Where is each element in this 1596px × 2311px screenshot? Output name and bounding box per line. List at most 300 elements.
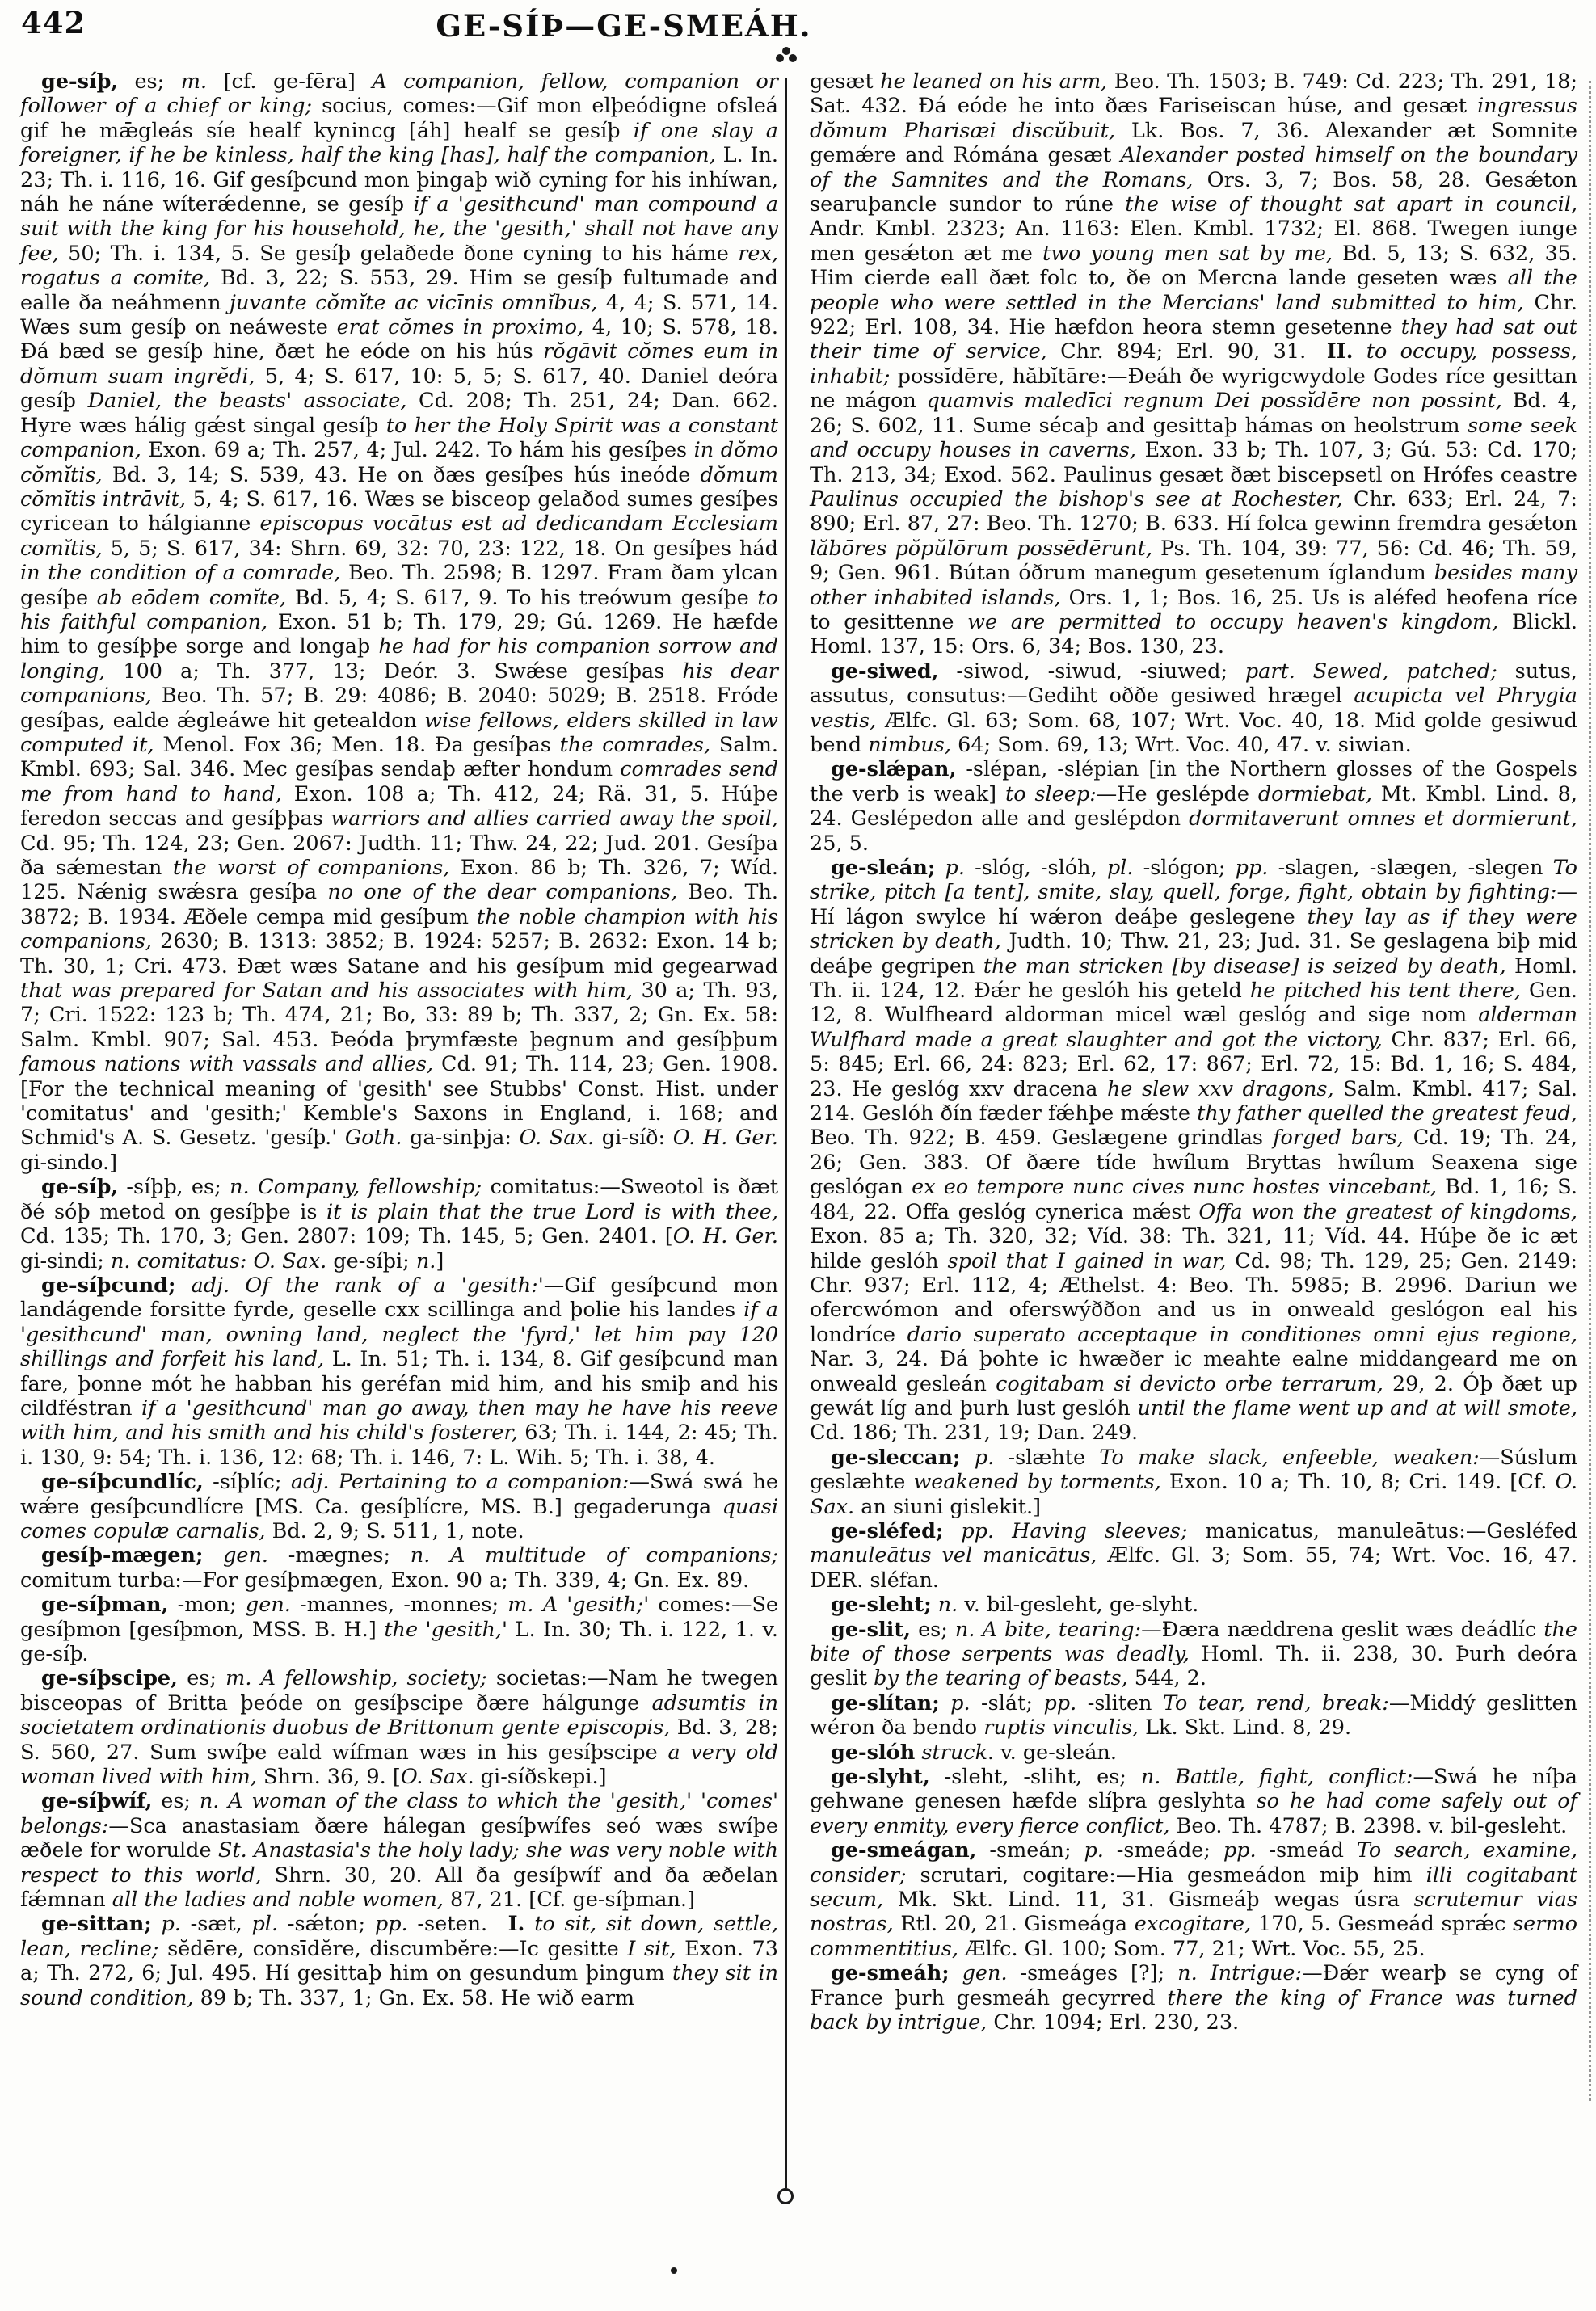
entry-text xyxy=(524,1912,534,1936)
entry-text: Shrn. 36, 9. [ xyxy=(256,1765,401,1790)
entry-text: Exon. 73 a; Th. 272, 6; Jul. 495. Hí gesittaþ him on gesundum þingum xyxy=(20,1936,779,1986)
dictionary-entry xyxy=(810,1446,1577,1519)
entry-text: Menol. Fox 36; Men. 18. Ða gesíþas xyxy=(154,732,560,757)
entry-text: 100 a; Th. 377, 13; Deór. 3. Swǽse gesíþas xyxy=(105,659,683,684)
entry-text: there the king of France was turned back by intrigue, xyxy=(810,1985,1577,2035)
entry-headword: ge-sleht; xyxy=(831,1593,932,1618)
entry-text: v. bil-gesleht, ge-slyht. xyxy=(958,1593,1199,1618)
entry-text: Beo. Th. 1503; B. 749: Cd. 223; Th. 291, 18; Sat. 432. Ðá eóde he into ðæs Fariseiscan húse, and gesæt xyxy=(810,69,1578,119)
entry-text: juvante cŏmĭte ac vicīnis omnĭbus, xyxy=(230,290,598,315)
entry-text: Cd. 186; Th. 231, 19; Dan. 249. xyxy=(810,1421,1139,1446)
entry-text: the noble champion with his companions, xyxy=(20,904,778,954)
entry-headword: ge-slóh xyxy=(831,1740,916,1765)
entry-text: Rtl. 20, 21. Gismeága xyxy=(893,1912,1135,1937)
entry-text: Ælfc. Gl. 100; Som. 77, 21; Wrt. Voc. 55, 25. xyxy=(958,1936,1425,1961)
entry-text: p. xyxy=(161,1912,181,1937)
entry-text xyxy=(943,1519,961,1543)
entry-text: -sǽton; xyxy=(278,1912,375,1937)
entry-text: by the tearing of beasts, xyxy=(874,1666,1128,1691)
entry-text: to sleep: xyxy=(1004,781,1097,806)
entry-text: struck. xyxy=(921,1740,995,1765)
entry-text: 4, 4; S. 571, 14. Wæs sum gesíþ on neáweste xyxy=(20,290,778,340)
entry-text: Alexander posted himself on the boundary of the Samnites and the Romans, xyxy=(810,143,1577,192)
entry-text: p. xyxy=(1084,1838,1104,1863)
entry-text: Paulinus occupied the bishop's see at Rochester, xyxy=(810,486,1343,511)
entry-text: —Ðǽr wearþ se cyng of France þurh gesmeáh gecyrred xyxy=(810,1961,1578,2010)
entry-text: Goth. xyxy=(344,1126,402,1151)
entry-text: Exon. 69 a; Th. 257, 4; Jul. 242. To hám his gesíþes xyxy=(141,438,694,463)
scan-edge-artifact xyxy=(1589,81,1591,2101)
entry-text: they sit in sound condition, xyxy=(20,1961,778,2010)
entry-text: quamvis maledīci regnum Dei possĭdēre non possint, xyxy=(926,389,1502,414)
entry-text: scrutari, cogitare:—Hia gesmeádon miþ him xyxy=(906,1863,1426,1888)
entry-text: his dear companions, xyxy=(20,659,778,709)
entry-text: if a 'gesithcund' man, owning land, neglect the 'fyrd,' let him pay 120 shillings and forfeit his land, xyxy=(20,1298,778,1372)
entry-text: they had sat out their time of service, xyxy=(810,315,1577,364)
entry-headword: ge-síþscipe, xyxy=(41,1666,179,1691)
dictionary-entry xyxy=(20,1273,778,1470)
entry-text: —Sca anastasiam ðære hálegan gesíþwífes seó wæs swíþe æðele for worulde xyxy=(20,1813,778,1863)
entry-text: —Súslum geslæhte xyxy=(810,1445,1578,1495)
entry-text: —Ðæra næddrena geslit wæs deádlíc xyxy=(1141,1617,1544,1642)
entry-text: Bd. 4, 26; S. 602, 11. Sume sécaþ and gesittaþ hámas on heolstrum xyxy=(810,389,1577,438)
entry-text: Bd. 3, 14; S. 539, 43. He on ðæs gesíþes hús ineóde xyxy=(102,462,701,487)
entry-text: ga-sinþja: xyxy=(402,1126,520,1151)
entry-text: Ps. Th. 104, 39: 77, 56: Cd. 46; Th. 59, 9; Gen. 961. Bútan óðrum manegum gesetenum íglandum xyxy=(810,536,1578,586)
entry-text: two young men sat by me, xyxy=(1042,241,1333,266)
entry-text: gen. xyxy=(962,1961,1008,1986)
entry-text: gesæt xyxy=(810,69,881,94)
entry-text: pl. xyxy=(251,1912,279,1937)
entry-text: n. comitatus: xyxy=(110,1248,247,1273)
entry-text: Beo. Th. 2598; B. 1297. Fram ðam ylcan gesíþe xyxy=(20,561,778,610)
entry-text xyxy=(203,1543,223,1568)
entry-text: 4, 10; S. 578, 18. Ðá bæd se gesíþ hine, ðæt he eóde on his hús xyxy=(20,315,778,364)
entry-text: Cd. 135; Th. 170, 3; Gen. 2807: 109; Th. 145, 5; Gen. 2401. [ xyxy=(20,1224,673,1249)
entry-text: Judth. 10; Thw. 21, 23; Jud. 31. Se geslagena biþ mid deáþe gegripen xyxy=(810,929,1577,979)
dictionary-entry xyxy=(810,1961,1577,2035)
entry-text: it is plain that the true Lord is with thee, xyxy=(326,1199,778,1224)
entry-text: episcopus vocātus est ad dedicandam Ecclesiam comĭtis, xyxy=(20,511,778,561)
divider-trefoil-ornament-icon xyxy=(775,47,798,71)
entry-headword: ge-síþ, xyxy=(41,69,118,94)
entry-text: Mt. Kmbl. Lind. 8, 24. Geslépedon alle and geslépdon xyxy=(810,781,1578,831)
entry-text: es; xyxy=(117,69,181,94)
entry-text: Shrn. 30, 20. All ða gesíþwíf and ða æðelan fǽmnan xyxy=(20,1863,778,1913)
entry-text: St. Anastasia's the holy lady; she was very noble with respect to this world, xyxy=(20,1838,778,1888)
entry-text: es; xyxy=(911,1617,955,1642)
entry-text: Andr. Kmbl. 2323; An. 1163: Elen. Kmbl. 1732; El. 868. Twegen iunge men gesǽton æt me xyxy=(810,217,1577,266)
entry-text: ingressus dŏmum Pharisæi discŭbuit, xyxy=(810,94,1577,143)
entry-text: adsumtis in societatem ordinationis duobus de Brittonum gente episcopis, xyxy=(20,1690,779,1741)
entry-text: Salm. Kmbl. 417; Sal. 214. Geslóh ðín fæder fǽhþe mǽste xyxy=(810,1076,1577,1126)
entry-text: m. A 'gesith;' xyxy=(507,1593,650,1618)
dictionary-entry xyxy=(20,1912,778,2010)
entry-text: all the ladies and noble women, xyxy=(112,1888,444,1913)
entry-text: gen. xyxy=(223,1543,269,1568)
entry-text: Chr. 1094; Erl. 230, 23. xyxy=(987,2010,1240,2035)
entry-text: gi-síðskepi.] xyxy=(474,1765,607,1790)
entry-text: L. In. 51; Th. i. 134, 8. Gif gesíþcund man fare, þonne mót he habban his geréfan mid him, and his smiþ and his cildféstran xyxy=(20,1347,779,1421)
dictionary-entry xyxy=(810,757,1577,856)
entry-headword: ge-siwed, xyxy=(831,659,939,684)
entry-headword: ge-smeágan, xyxy=(831,1838,977,1863)
entry-text: quasi comes copulæ carnalis, xyxy=(20,1494,778,1543)
entry-text xyxy=(950,1961,962,1985)
entry-text: O. H. Ger. xyxy=(672,1126,778,1151)
entry-text: Bd. 2, 9; S. 511, 1, note. xyxy=(265,1518,524,1543)
entry-text: Homl. Th. ii. 124, 12. Ðǽr he geslóh his geteld xyxy=(810,953,1577,1004)
entry-text: O. Sax. xyxy=(810,1470,1577,1519)
entry-text: —Hí lágon swylce hí wǽron deáþe geslegene xyxy=(810,880,1577,929)
entry-headword: ge-síþwíf, xyxy=(41,1789,153,1814)
entry-text: Ors. 1, 1; Bos. 16, 25. Us is aléfed heofena ríce to gesittenne xyxy=(810,585,1577,634)
entry-text: A companion, fellow, companion or follower of a chief or king; xyxy=(20,69,778,119)
entry-text: if one slay a foreigner, if he be kinless, half the king [has], half the companion, xyxy=(20,118,778,168)
column-divider-rule xyxy=(785,78,787,2188)
entry-text: -slagen, -slægen, -slegen xyxy=(1268,856,1553,880)
dictionary-entry xyxy=(20,69,778,1175)
entry-text: they lay as if they were stricken by death, xyxy=(810,904,1577,954)
entry-text: Beo. Th. 3872; B. 1934. Æðele cempa mid gesíþum xyxy=(20,880,778,929)
entry-text: Exon. 86 b; Th. 326, 7; Wíd. 125. Nǽnig swǽsra gesíþa xyxy=(20,856,778,905)
entry-text: Exon. 85 a; Th. 320, 32; Víd. 38: Th. 321, 11; Víd. 44. Húþe ðe ic æt hilde geslóh xyxy=(810,1224,1577,1273)
entry-text: alderman Wulfhard made a great slaughter and got the victory, xyxy=(810,1003,1577,1052)
entry-text: socius, comes:—Gif mon elþeódigne ofsleá gif he mǣgleás síe healf kynincg [áh] healf se gesíþ xyxy=(20,94,778,143)
entry-text: n. Intrigue: xyxy=(1177,1961,1303,1986)
entry-text: societas:—Nam he twegen bisceopas of Britta þeóde on gesíþscipe ðære hálgunge xyxy=(20,1666,779,1715)
entry-text: gi-sindi; xyxy=(20,1248,111,1273)
entry-headword: ge-slyht, xyxy=(831,1765,930,1790)
entry-text: to occupy, possess, inhabit; xyxy=(810,339,1577,389)
entry-text: Exon. 51 b; Th. 179, 29; Gú. 1269. He hæfde him to gesíþþe sorge and longaþ xyxy=(20,609,779,659)
entry-text: the man stricken [by disease] is seized by death, xyxy=(983,953,1506,979)
entry-text: he leaned on his arm, xyxy=(880,69,1108,94)
entry-text xyxy=(1353,339,1366,364)
entry-text: gen. xyxy=(245,1593,291,1618)
entry-text: -seten. xyxy=(407,1912,508,1937)
entry-text: wise fellows, elders skilled in law computed it, xyxy=(20,708,778,757)
entry-text: Chr. 894; Erl. 90, 31. xyxy=(1046,339,1327,364)
entry-text: warriors and allies carried away the spoil, xyxy=(331,806,779,831)
entry-text: dormitaverunt omnes et dormierunt, xyxy=(1189,806,1577,831)
entry-text: O. Sax. xyxy=(519,1126,595,1151)
entry-text: —Swá swá he wǽre gesíþcundlícre [MS. Ca. gesíþlícre, MS. B.] gegaderunga xyxy=(20,1470,778,1519)
entry-text: in dŏmo cŏmĭtis, xyxy=(20,438,778,487)
entry-text: 544, 2. xyxy=(1127,1666,1206,1691)
entry-text xyxy=(960,1446,974,1470)
entry-text: -smeád xyxy=(1256,1838,1357,1863)
entry-text: Exon. 10 a; Th. 10, 8; Cri. 149. [Cf. xyxy=(1160,1470,1556,1495)
entry-text: excogitare, xyxy=(1134,1912,1252,1937)
entry-text: -síþlíc; xyxy=(203,1470,291,1495)
entry-text: To tear, rend, break: xyxy=(1162,1690,1389,1715)
entry-text: illi cogitabant secum, xyxy=(810,1863,1577,1913)
entry-text: a very old woman lived with him, xyxy=(20,1740,778,1790)
entry-text: we are permitted to occupy heaven's kingdom, xyxy=(967,609,1499,634)
entry-text: he had for his companion sorrow and longing, xyxy=(20,634,778,684)
entry-text: adj. Pertaining to a companion: xyxy=(290,1470,630,1495)
entry-text: L. In. 30; Th. i. 122, 1. v. ge-síþ. xyxy=(20,1617,778,1666)
entry-headword: ge-síþcund; xyxy=(41,1273,176,1298)
entry-text: the worst of companions, xyxy=(172,856,450,880)
entry-text: To make slack, enfeeble, weaken: xyxy=(1099,1445,1480,1470)
entry-text: nimbus, xyxy=(868,732,951,757)
entry-text: gi-síð: xyxy=(594,1126,673,1151)
entry-text: lăbōres pŏpŭlōrum possēdērunt, xyxy=(810,536,1152,561)
entry-text: Offa won the greatest of kingdoms, xyxy=(1198,1199,1577,1224)
entry-text: -síþþ, es; xyxy=(117,1175,230,1200)
dictionary-entry xyxy=(20,1175,778,1273)
dictionary-entry xyxy=(20,1470,778,1543)
entry-text: an siuni gislekit.] xyxy=(854,1494,1042,1519)
entry-text: Cd. 208; Th. 251, 24; Dan. 662. Hyre wæs hálig gǽst singal gesíþ xyxy=(20,389,778,438)
entry-text: -slépan, -slépian [in the Northern glosses of the Gospels the verb is weak] xyxy=(810,757,1577,806)
entry-text: Lk. Bos. 7, 36. Alexander æt Somnite gemǽre and Rómána gesæt xyxy=(810,118,1577,168)
dictionary-entry xyxy=(20,1543,778,1593)
entry-headword: ge-síþcundlíc, xyxy=(41,1470,204,1495)
entry-text: L. In. 23; Th. i. 116, 16. Gif gesíþcund mon þingaþ wið cyning for his inhíwan, náh he náne wíterǽdenne, se gesíþ xyxy=(20,143,778,217)
entry-text: m. A fellowship, society; xyxy=(225,1666,487,1691)
entry-text: 170, 5. Gesmeád sprǽc xyxy=(1251,1912,1514,1937)
entry-text: Bd. 3, 28; S. 560, 27. Sum swíþe eald wífman wæs in his gesíþscipe xyxy=(20,1715,778,1765)
entry-text: 5, 4; S. 617, 10: 5, 5; S. 617, 40. Daniel deóra gesíþ xyxy=(20,364,778,414)
entry-text: 50; Th. i. 134, 5. Se gesíþ gelaðede ðone cyning to his háme xyxy=(58,241,739,266)
entry-text: pp. xyxy=(1235,856,1269,880)
entry-text: n. xyxy=(937,1593,958,1618)
entry-text: erat cŏmes in proximo, xyxy=(336,315,584,340)
entry-text: p. xyxy=(945,856,965,880)
entry-text: Bd. 3, 22; S. 553, 29. Him se gesíþ fultumade and ealle ða neáhmenn xyxy=(20,266,778,315)
entry-headword: gesíþ-mægen; xyxy=(41,1543,204,1568)
entry-text: ab eōdem comĭte, xyxy=(96,585,287,610)
entry-text: part. Sewed, patched; xyxy=(1244,659,1497,684)
entry-text: comrades send me from hand to hand, xyxy=(20,757,778,806)
entry-text: 64; Som. 69, 13; Wrt. Voc. 40, 47. v. siwian. xyxy=(950,732,1412,757)
entry-text: Mk. Skt. Lind. 11, 31. Gismeáþ wegas úsra xyxy=(883,1888,1414,1913)
entry-text: O. H. Ger. xyxy=(672,1224,779,1249)
entry-text: pp. Having sleeves; xyxy=(961,1518,1188,1543)
entry-headword: I. xyxy=(507,1912,525,1937)
divider-ring-ornament-icon xyxy=(777,2188,794,2204)
entry-text: gi-sindo.] xyxy=(20,1150,118,1175)
entry-text: -smeáde; xyxy=(1103,1838,1223,1863)
entry-text: -mannes, -monnes; xyxy=(290,1593,508,1618)
entry-text: ruptis vinculis, xyxy=(983,1715,1139,1741)
entry-text: dario superato acceptaque in conditiones omni ejus regione, xyxy=(907,1322,1577,1347)
entry-text: the comrades, xyxy=(559,732,711,757)
dictionary-entry xyxy=(810,856,1577,1446)
entry-text: -slóg, -slóh, xyxy=(964,856,1107,880)
entry-text: -slæhte xyxy=(994,1445,1100,1470)
entry-text: pp. xyxy=(1223,1838,1257,1863)
entry-text: m. xyxy=(180,69,208,94)
entry-text: Bd. 5, 13; S. 632, 35. Him cierde eall ðæt folc to, ðe on Mercna lande geseten wæs xyxy=(810,241,1577,291)
entry-headword: II. xyxy=(1326,339,1354,364)
entry-text: -sliten xyxy=(1076,1690,1163,1715)
entry-text: n. Battle, fight, conflict: xyxy=(1140,1765,1413,1790)
running-head: GE-SÍÞ—GE-SMEÁH. xyxy=(436,8,812,44)
entry-text: famous nations with vassals and allies, xyxy=(20,1052,434,1077)
entry-text: Ors. 3, 7; Bos. 58, 28. Gesǽton searuþancle sundor to rúne xyxy=(810,167,1577,217)
entry-text: Lk. Skt. Lind. 8, 29. xyxy=(1139,1715,1352,1741)
entry-text xyxy=(152,1912,162,1936)
entry-text: if a 'gesithcund' man go away, then may he have his reeve with him, and his smith and his child's fosterer, xyxy=(20,1395,778,1446)
entry-headword: ge-síþman, xyxy=(41,1593,169,1618)
entry-text: spoil that I gained in war, xyxy=(947,1248,1227,1273)
entry-text: -smeáges [?]; xyxy=(1007,1961,1178,1986)
entry-text: rŏgāvit cŏmes eum in dŏmum suam ingrĕdi, xyxy=(20,339,778,389)
entry-text: n. A bite, tearing: xyxy=(954,1617,1142,1642)
page-number: 442 xyxy=(21,5,86,40)
entry-text xyxy=(932,1593,938,1617)
entry-text: ex eo tempore nunc cives nunc hostes vincebant, xyxy=(912,1175,1437,1200)
entry-text: acupicta vel Phrygia vestis, xyxy=(810,684,1577,733)
dictionary-entry xyxy=(810,1593,1577,1617)
entry-headword: ge-slit, xyxy=(831,1617,912,1642)
entry-text: scrutemur vias nostras, xyxy=(810,1888,1577,1937)
entry-text xyxy=(175,1273,191,1298)
entry-text: to sit, sit down, settle, lean, recline; xyxy=(20,1912,778,1961)
entry-text: in the condition of a comrade, xyxy=(20,561,341,586)
entry-text: pp. xyxy=(374,1912,408,1937)
entry-text: he pitched his tent there, xyxy=(1249,979,1521,1004)
entry-text: es; xyxy=(178,1666,226,1691)
dictionary-entry xyxy=(810,1618,1577,1691)
entry-text: 2630; B. 1313: 3852; B. 1924: 5257; B. 2632: Exon. 14 b; Th. 30, 1; Cri. 473. Ðæt wæs Satane and his gesíþum mid gegearwad xyxy=(20,929,778,979)
entry-text: To search, examine, consider; xyxy=(810,1838,1578,1888)
entry-text: sutus, assutus, consutus:—Gediht oððe gesiwed hrægel xyxy=(810,659,1578,709)
entry-text: O. Sax. xyxy=(253,1248,327,1273)
entry-text: the bite of those serpents was deadly, xyxy=(810,1617,1577,1666)
column-left xyxy=(20,69,778,2010)
entry-text: Chr. 633; Erl. 24, 7: 890; Erl. 87, 27: Beo. Th. 1270; B. 633. Hí folca gewinn fremdra gesǽton xyxy=(810,486,1577,537)
dictionary-entry xyxy=(810,659,1577,758)
entry-text: manuleātus vel manicātus, xyxy=(810,1543,1097,1568)
entry-text: Beo. Th. 57; B. 29: 4086; B. 2040: 5029; B. 2518. Fróde gesíþas, ealde ǽgleáwe hit getealdon xyxy=(20,684,778,733)
dictionary-entry xyxy=(810,1838,1577,1961)
entry-text: Cd. 91; Th. 114, 23; Gen. 1908. [For the technical meaning of 'gesith' see Stubbs' Const. Hist. under 'comitatus' and 'gesith;' Kemble's Saxons in England, i. 168; and Schmid's A. S. Gesetz. 'gesíþ.' xyxy=(20,1052,778,1151)
entry-text: to his faithful companion, xyxy=(20,585,778,634)
entry-text: -mægnes; xyxy=(268,1543,411,1568)
entry-text: he slew xxv dragons, xyxy=(1106,1076,1334,1101)
entry-text: Ælfc. Gl. 63; Som. 68, 107; Wrt. Voc. 40, 18. Mid golde gesiwud bend xyxy=(810,708,1577,757)
entry-text: dormiebat, xyxy=(1257,781,1373,806)
entry-headword: ge-sittan; xyxy=(41,1912,152,1937)
entry-text: Daniel, the beasts' associate, xyxy=(87,389,407,414)
entry-text: -sleht, -sliht, es; xyxy=(929,1765,1141,1790)
entry-text: 5, 4; S. 617, 16. Wæs se bisceop gelaðod sumes gesíþes cyricean to hálgianne xyxy=(20,486,779,537)
entry-text: Homl. Th. ii. 238, 30. Þurh deóra geslit xyxy=(810,1642,1578,1691)
entry-text: n. xyxy=(415,1248,436,1273)
entry-text: To strike, pitch [a tent], smite, slay, quell, forge, fight, obtain by fighting: xyxy=(810,856,1577,905)
entry-text: comitatus:—Sweotol is ðæt ðé sóþ metod on gesíþþe is xyxy=(20,1175,779,1224)
entry-text: dŏmum cŏmĭtis intrāvit, xyxy=(20,462,778,511)
entry-text: rex, rogatus a comite, xyxy=(20,241,778,291)
entry-text: Beo. Th. 922; B. 459. Geslægene grindlas xyxy=(810,1126,1274,1151)
entry-text: the 'gesith,' xyxy=(384,1617,508,1642)
entry-text: ge-síþi; xyxy=(326,1248,416,1273)
entry-text: p. xyxy=(950,1690,971,1715)
entry-text: O. Sax. xyxy=(400,1765,474,1790)
entry-text: besides many other inhabited islands, xyxy=(810,561,1577,610)
entry-text: 29, 2. Óþ ðæt up gewát líg and þurh lust geslóh xyxy=(810,1371,1577,1421)
dictionary-entry xyxy=(20,1593,778,1666)
entry-text: Beo. Th. 4787; B. 2398. v. bil-gesleht. xyxy=(1169,1813,1568,1838)
entry-headword: ge-slítan; xyxy=(831,1690,940,1715)
entry-text: I sit, xyxy=(627,1936,676,1961)
entry-headword: ge-síþ, xyxy=(41,1175,118,1200)
entry-text: Bd. 5, 4; S. 617, 9. To his treówum gesíþe xyxy=(286,585,758,610)
entry-headword: ge-sleán; xyxy=(831,856,936,880)
entry-text: pp. xyxy=(1043,1690,1077,1715)
entry-text xyxy=(940,1691,951,1715)
entry-text: -slógon; xyxy=(1133,856,1236,880)
dictionary-entry xyxy=(20,1789,778,1912)
entry-text: [cf. ge-fēra] xyxy=(207,69,373,94)
entry-text: possĭdēre, hăbĭtāre:—Ðeáh ðe wyrigcwydole Godes ríce gesittan ne mágon xyxy=(810,364,1577,414)
entry-text: thy father quelled the greatest feud, xyxy=(1197,1101,1577,1126)
entry-text: cogitabam si devicto orbe terrarum, xyxy=(996,1371,1383,1396)
entry-text: p. xyxy=(974,1445,995,1470)
entry-text: 89 b; Th. 337, 1; Gn. Ex. 58. He wið earm xyxy=(193,1985,635,2010)
entry-text: so he had come safely out of every enmity, every fierce conflict, xyxy=(810,1789,1577,1838)
entry-text: Blickl. Homl. 137, 15: Ors. 6, 34; Bos. 130, 23. xyxy=(810,609,1577,659)
dictionary-entry xyxy=(810,1765,1577,1838)
entry-text: —Middý geslitten wéron ða bendo xyxy=(810,1690,1577,1741)
dictionary-entry xyxy=(810,69,1577,659)
entry-text: —Gif gesíþcund mon landágende forsitte fyrde, geselle cxx scillinga and þolie his landes xyxy=(20,1273,778,1323)
entry-text: Cd. 95; Th. 124, 23; Gen. 2067: Judth. 11; Thw. 24, 22; Jud. 201. Gesíþa ða sǽmestan xyxy=(20,831,778,880)
entry-text: Nar. 3, 24. Ðá þohte ic hwæðer ic meahte ealne middangeard me on onweald gesleán xyxy=(810,1347,1577,1396)
entry-text: -siwod, -siwud, -siuwed; xyxy=(938,659,1245,684)
entry-text: until the flame went up and at will smote, xyxy=(1137,1395,1577,1421)
entry-text: 30 a; Th. 93, 7; Cri. 1522: 123 b; Th. 474, 21; Bo, 33: 89 b; Th. 337, 2; Gn. Ex. 58: Salm. Kmbl. 907; Sal. 453. Þeóda þrymfæste þegnum and gesíþþum xyxy=(20,979,778,1052)
entry-text: —He geslépde xyxy=(1096,781,1258,806)
entry-headword: ge-sléfed; xyxy=(831,1518,944,1543)
entry-text: sermo commentitius, xyxy=(810,1912,1577,1961)
entry-text: -sæt, xyxy=(180,1912,252,1937)
entry-headword: ge-slǽpan, xyxy=(831,757,957,782)
footer-dot-mark xyxy=(671,2267,677,2274)
entry-text: n. Company, fellowship; xyxy=(230,1175,482,1200)
entry-text: if a 'gesithcund' man compound a suit with the king for his household, he, the 'gesith,' shall not have any fee, xyxy=(20,192,778,266)
entry-text: ] xyxy=(436,1248,444,1273)
entry-text: Bd. 1, 16; S. 484, 22. Offa geslóg cynerica mǽst xyxy=(810,1175,1577,1224)
entry-text: to her the Holy Spirit was a constant companion, xyxy=(20,413,778,463)
dictionary-entry xyxy=(810,1691,1577,1741)
entry-text: v. ge-sleán. xyxy=(994,1740,1117,1765)
entry-text: that was prepared for Satan and his associates with him, xyxy=(20,979,634,1004)
entry-text: -mon; xyxy=(168,1593,246,1618)
entry-text: Ælfc. Gl. 3; Som. 55, 74; Wrt. Voc. 16, 47. DER. sléfan. xyxy=(810,1543,1577,1593)
entry-text: 63; Th. i. 144, 2: 45; Th. i. 130, 9: 54; Th. i. 136, 12: 68; Th. i. 146, 7: L. Wih. 5; Th. i. 38, 4. xyxy=(20,1421,779,1470)
entry-text: -smeán; xyxy=(976,1838,1084,1863)
entry-text: Exon. 108 a; Th. 412, 24; Rä. 31, 5. Húþe feredon seccas and gesíþþas xyxy=(20,781,778,831)
entry-text: Cd. 98; Th. 129, 25; Gen. 2149: Chr. 937; Erl. 112, 4; Æthelst. 4: Beo. Th. 5985; B. 2996. Dariun we ofercwómon and oferswýððon and us in onweald geslógon eal his londríce xyxy=(810,1248,1577,1347)
dictionary-entry xyxy=(810,1741,1577,1765)
entry-headword: ge-sleccan; xyxy=(831,1445,961,1470)
entry-text: —Swá he níþa gehwane genesen hæfde slíþra geslyhta xyxy=(810,1765,1577,1814)
entry-text: Cd. 19; Th. 24, 26; Gen. 383. Of ðære tíde hwílum Bryttas hwílum Seaxena sige geslógan xyxy=(810,1126,1578,1200)
entry-text: forged bars, xyxy=(1273,1126,1404,1151)
entry-text: the wise of thought sat apart in council, xyxy=(1125,192,1577,217)
entry-text: n. A multitude of companions; xyxy=(410,1543,778,1568)
entry-text: Exon. 33 b; Th. 107, 3; Gú. 53: Cd. 170; Th. 213, 34; Exod. 562. Paulinus gesæt ðæt biscepsetl on Hrófes ceastre xyxy=(810,438,1577,487)
entry-text: Chr. 922; Erl. 108, 34. Hie hæfdon heora stemn gesetenne xyxy=(810,290,1577,340)
entry-text: no one of the dear companions, xyxy=(327,880,678,905)
entry-text: -slát; xyxy=(970,1690,1044,1715)
